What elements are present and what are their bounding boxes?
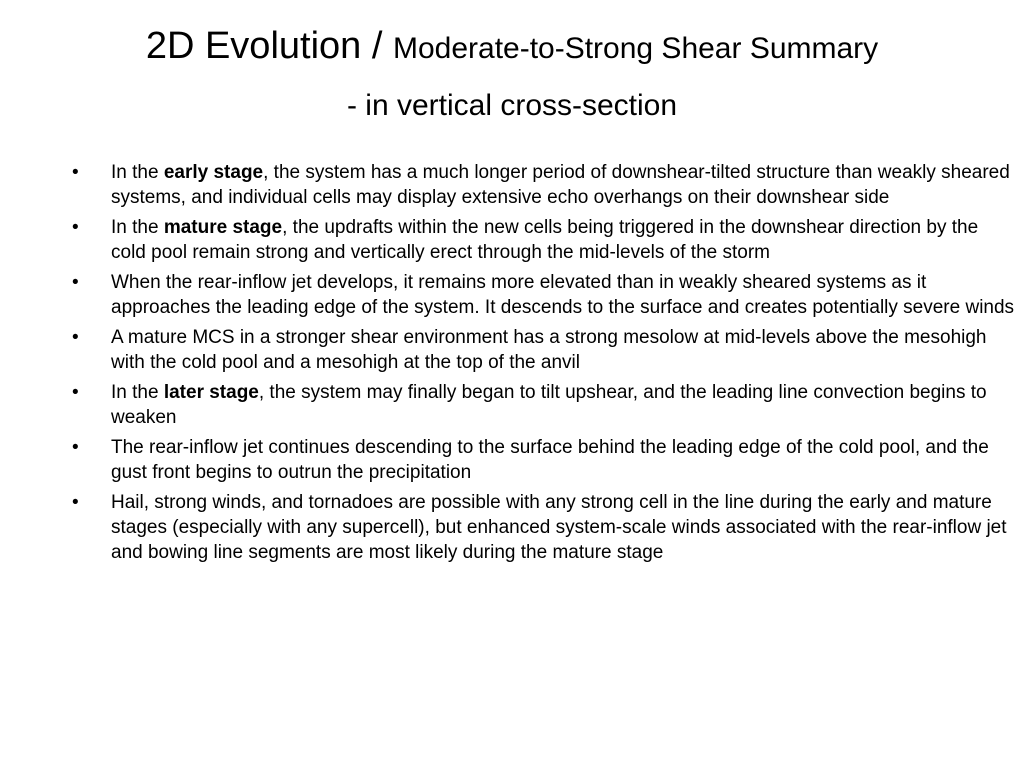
bullet-item-hazards bbox=[72, 490, 1017, 565]
bullet-text bbox=[111, 437, 989, 483]
bullet-text-bold: mature stage bbox=[163, 217, 283, 238]
slide-title bbox=[40, 20, 984, 132]
bullet-text-before: In the bbox=[111, 162, 164, 183]
bullet-text bbox=[111, 492, 1007, 563]
bullet-marker: • bbox=[72, 327, 79, 348]
bullet-item-mature-stage bbox=[72, 215, 1017, 265]
bullet-text bbox=[111, 272, 1014, 318]
bullet-marker: • bbox=[72, 382, 79, 403]
bullet-item-early-stage bbox=[72, 160, 1017, 210]
title-main: 2D Evolution / bbox=[145, 25, 393, 67]
bullet-text-bold: early stage bbox=[163, 162, 264, 183]
bullet-item-gust-front bbox=[72, 435, 1017, 485]
bullet-item-mature-mcs bbox=[72, 325, 1017, 375]
bullet-text-before: When the rear-inflow jet develops, it remains more elevated than in weakly sheared systems as it approaches the leading edge of the system. It descends to the surface and creates potentially severe winds bbox=[111, 272, 1015, 318]
bullet-text-before: A mature MCS in a stronger shear environment has a strong mesolow at mid-levels above the mesohigh with the cold pool and a mesohigh at the top of the anvil bbox=[111, 327, 987, 373]
bullet-item-later-stage bbox=[72, 380, 1017, 430]
bullet-text-before: In the bbox=[111, 382, 164, 403]
bullet-text bbox=[111, 217, 978, 263]
bullet-text-before: Hail, strong winds, and tornadoes are possible with any strong cell in the line during the early and mature stages (especially with any supercell), but enhanced system-scale winds associated with the rear-inflow jet and bowing line segments are most likely during the mature stage bbox=[111, 492, 1007, 563]
bullet-text bbox=[111, 327, 986, 373]
bullet-marker: • bbox=[72, 437, 79, 458]
bullet-marker: • bbox=[72, 272, 79, 293]
bullet-text-after: , the system has a much longer period of downshear-tilted structure than weakly sheared systems, and individual cells may display extensive echo overhangs on their downshear side bbox=[111, 162, 1010, 208]
bullet-text bbox=[111, 162, 1010, 208]
bullet-text-bold: later stage bbox=[163, 382, 259, 403]
bullet-text bbox=[111, 382, 987, 428]
bullet-text-before: In the bbox=[111, 217, 164, 238]
bullet-list bbox=[72, 160, 1017, 570]
bullet-text-before: The rear-inflow jet continues descending to the surface behind the leading edge of the cold pool, and the gust front begins to outrun the precipitation bbox=[111, 437, 989, 483]
title-line-1 bbox=[40, 20, 984, 80]
bullet-marker: • bbox=[72, 492, 79, 513]
bullet-marker: • bbox=[72, 217, 79, 238]
bullet-text-after: , the system may finally began to tilt upshear, and the leading line convection begins to weaken bbox=[111, 382, 987, 428]
title-line-2: - in vertical cross-section bbox=[346, 89, 678, 122]
bullet-marker: • bbox=[72, 162, 79, 183]
title-subtitle: Moderate-to-Strong Shear Summary bbox=[392, 32, 879, 65]
bullet-text-after: , the updrafts within the new cells being triggered in the downshear direction by the cold pool remain strong and vertically erect through the mid-levels of the storm bbox=[111, 217, 979, 263]
bullet-item-rear-inflow-jet bbox=[72, 270, 1017, 320]
